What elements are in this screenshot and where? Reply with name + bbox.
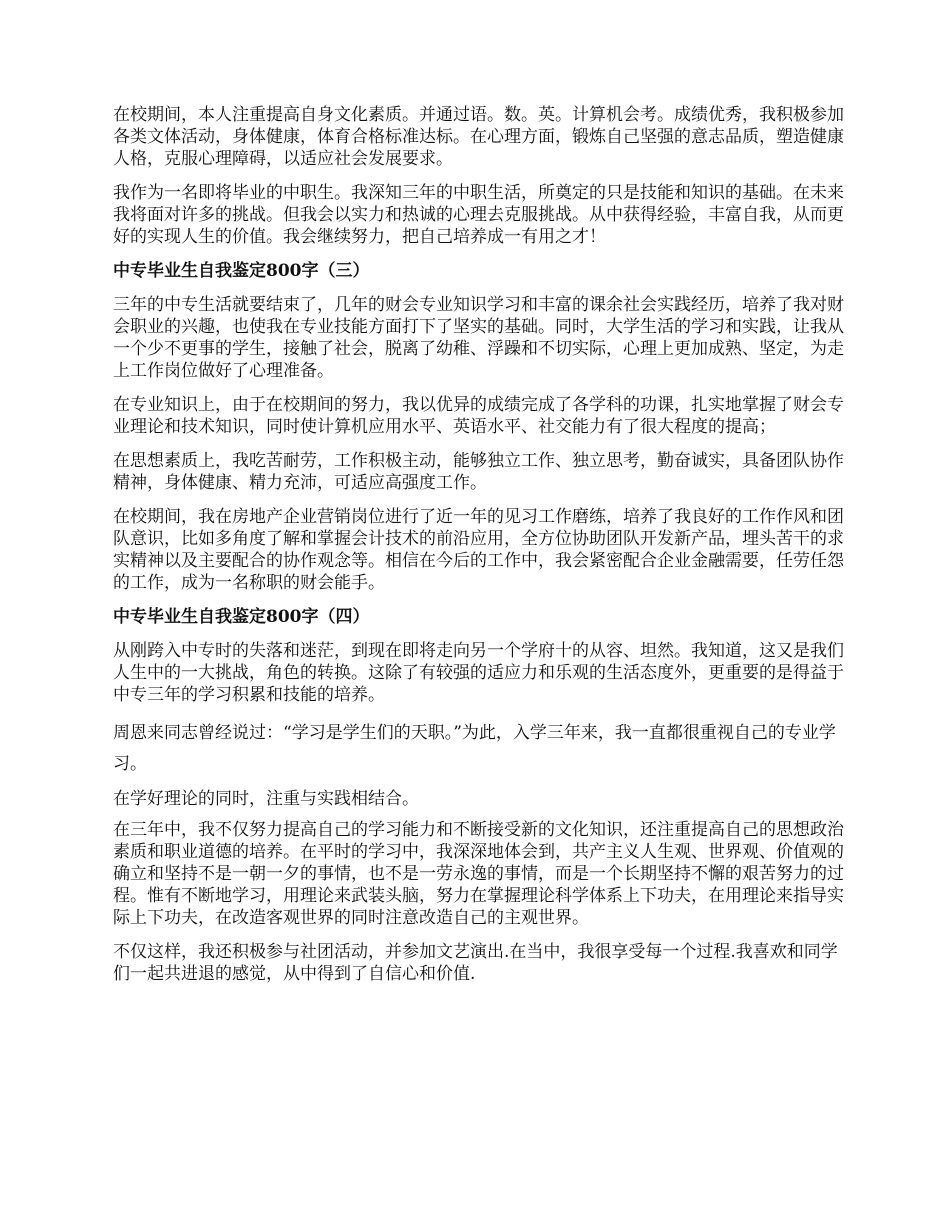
document-page: [113, 104, 853, 997]
paragraph-7: 从刚跨入中专时的失落和迷茫，到现在即将走向另一个学府十的从容、坦然。我知道，这又是我们人生中的一大挑战，角色的转换。这除了有较强的适应力和乐观的生活态度外，更重要的是得益于中专三年的学习积累和技能的培养。: [113, 641, 844, 705]
paragraph-6: 在校期间，我在房地产企业营销岗位进行了近一年的见习工作磨练，培养了我良好的工作作风和团队意识，比如多角度了解和掌握会计技术的前沿应用，全方位协助团队开发新产品，埋头苦干的求实精神以及主要配合的协作观念等。相信在今后的工作中，我会紧密配合企业金融需要，任劳任怨的工作，成为一名称职的财会能手。: [113, 507, 844, 593]
paragraph-10: 在三年中，我不仅努力提高自己的学习能力和不断接受新的文化知识，还注重提高自己的思想政治素质和职业道德的培养。在平时的学习中，我深深地体会到，共产主义人生观、世界观、价值观的确立和坚持不是一朝一夕的事情，也不是一劳永逸的事情，而是一个长期坚持不懈的艰苦努力的过程。惟有不断地学习，用理论来武装头脑，努力在掌握理论科学体系上下功夫，在用理论来指导实际上下功夫，在改造客观世界的同时注意改造自己的主观世界。: [113, 820, 844, 928]
section-heading-3: 中专毕业生自我鉴定800字（三）: [113, 261, 370, 281]
paragraph-9: 在学好理论的同时，注重与实践相结合。: [113, 789, 419, 809]
paragraph-8: 周恩来同志曾经说过：“学习是学生们的天职。”为此，入学三年来，我一直都很重视自己的专业学习。: [113, 723, 836, 774]
paragraph-11: 不仅这样，我还积极参与社团活动，并参加文艺演出.在当中，我很享受每一个过程.我喜欢和同学们一起共进退的感觉，从中得到了自信心和价值.: [113, 942, 838, 984]
paragraph-1: 在校期间，本人注重提高自身文化素质。并通过语。数。英。计算机会考。成绩优秀，我积极参加各类文体活动，身体健康，体育合格标准达标。在心理方面，锻炼自己坚强的意志品质，塑造健康人格，克服心理障碍，以适应社会发展要求。: [113, 105, 844, 169]
paragraph-2: 我作为一名即将毕业的中职生。我深知三年的中职生活，所奠定的只是技能和知识的基础。在未来我将面对许多的挑战。但我会以实力和热诚的心理去克服挑战。从中获得经验，丰富自我，从而更好的实现人生的价值。我会继续努力，把自己培养成一有用之才！: [113, 183, 844, 247]
paragraph-4: 在专业知识上，由于在校期间的努力，我以优异的成绩完成了各学科的功课，扎实地掌握了财会专业理论和技术知识，同时使计算机应用水平、英语水平、社交能力有了很大程度的提高；: [113, 395, 844, 437]
paragraph-5: 在思想素质上，我吃苦耐劳，工作积极主动，能够独立工作、独立思考，勤奋诚实，具备团队协作精神，身体健康、精力充沛，可适应高强度工作。: [113, 451, 844, 493]
paragraph-3: 三年的中专生活就要结束了，几年的财会专业知识学习和丰富的课余社会实践经历，培养了我对财会职业的兴趣，也使我在专业技能方面打下了坚实的基础。同时，大学生活的学习和实践，让我从一个少不更事的学生，接触了社会，脱离了幼稚、浮躁和不切实际，心理上更加成熟、坚定，为走上工作岗位做好了心理准备。: [113, 295, 844, 381]
section-heading-4: 中专毕业生自我鉴定800字（四）: [113, 607, 370, 627]
